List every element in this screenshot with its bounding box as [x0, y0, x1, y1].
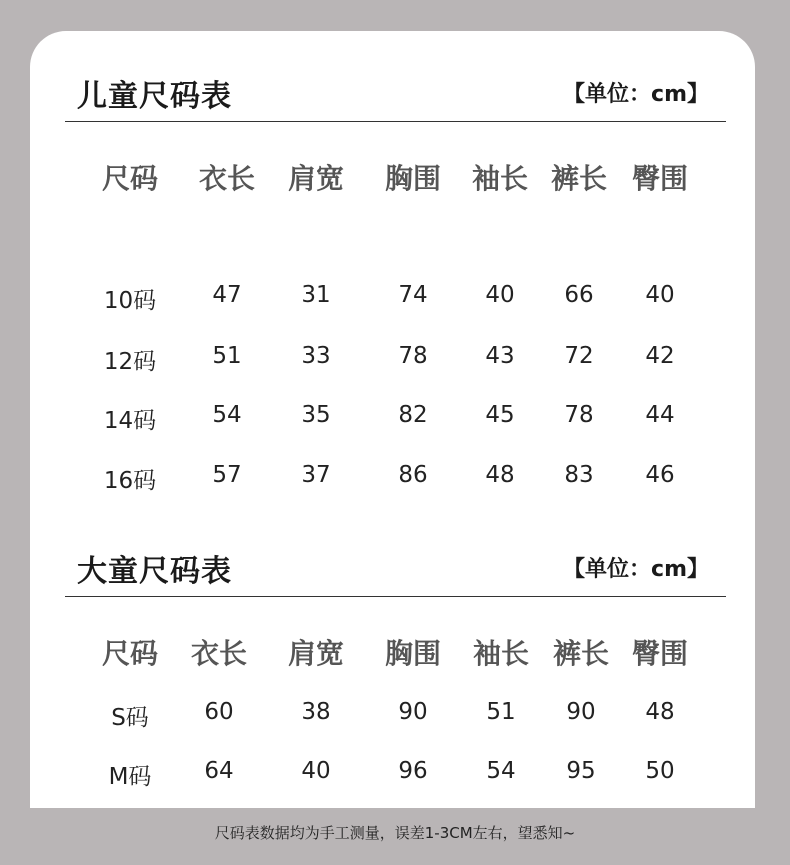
header-cell-hip: 臀围 [631, 637, 688, 670]
value-cell: 95 [566, 758, 596, 784]
value-cell: 66 [564, 282, 594, 308]
value-cell: 90 [398, 699, 428, 725]
value-cell: 48 [645, 699, 675, 725]
header-cell-hip: 臀围 [631, 162, 688, 195]
header-cell-sleeve: 袖长 [472, 637, 529, 670]
table-row [30, 699, 755, 739]
value-cell: 78 [564, 402, 594, 428]
table-row [30, 758, 755, 798]
value-cell: 33 [301, 343, 331, 369]
header-cell-size: 尺码 [101, 162, 158, 195]
kids-unit-label: 【单位：cm】 [563, 82, 709, 107]
value-cell: 60 [204, 699, 234, 725]
header-cell-shoulder: 肩宽 [287, 637, 344, 670]
header-cell-sleeve: 袖长 [471, 162, 528, 195]
value-cell: 72 [564, 343, 594, 369]
value-cell: 86 [398, 462, 428, 488]
size-chart-card [30, 31, 755, 808]
value-cell: 54 [212, 402, 242, 428]
size-cell: 12码 [103, 349, 157, 375]
big-kids-unit-label: 【单位：cm】 [563, 557, 709, 582]
value-cell: 40 [645, 282, 675, 308]
value-cell: 54 [486, 758, 516, 784]
value-cell: 78 [398, 343, 428, 369]
header-cell-shoulder: 肩宽 [287, 162, 344, 195]
kids-size-chart-title: 儿童尺码表 [77, 79, 232, 114]
big-kids-size-chart-title: 大童尺码表 [77, 554, 232, 589]
size-cell: M码 [108, 764, 152, 790]
kids-title-divider [65, 121, 726, 122]
value-cell: 50 [645, 758, 675, 784]
value-cell: 40 [485, 282, 515, 308]
header-cell-chest: 胸围 [384, 162, 441, 195]
size-cell: 14码 [103, 408, 157, 434]
value-cell: 45 [485, 402, 515, 428]
big-kids-title-divider [65, 596, 726, 597]
header-cell-pants-length: 裤长 [550, 162, 607, 195]
value-cell: 48 [485, 462, 515, 488]
header-cell-length: 衣长 [198, 162, 255, 195]
table-row [30, 462, 755, 502]
value-cell: 43 [485, 343, 515, 369]
header-cell-length: 衣长 [190, 637, 247, 670]
table-row [30, 343, 755, 383]
value-cell: 90 [566, 699, 596, 725]
size-cell: 10码 [103, 288, 157, 314]
value-cell: 96 [398, 758, 428, 784]
value-cell: 57 [212, 462, 242, 488]
big-kids-table-header-row [30, 632, 755, 672]
table-row [30, 402, 755, 442]
value-cell: 35 [301, 402, 331, 428]
kids-table-header-row [30, 157, 755, 197]
size-cell: S码 [111, 705, 149, 731]
value-cell: 37 [301, 462, 331, 488]
value-cell: 83 [564, 462, 594, 488]
value-cell: 42 [645, 343, 675, 369]
value-cell: 51 [212, 343, 242, 369]
measurement-note: 尺码表数据均为手工测量，误差1-3CM左右，望悉知~ [214, 824, 576, 842]
value-cell: 64 [204, 758, 234, 784]
value-cell: 40 [301, 758, 331, 784]
value-cell: 44 [645, 402, 675, 428]
value-cell: 51 [486, 699, 516, 725]
value-cell: 47 [212, 282, 242, 308]
table-row [30, 282, 755, 322]
size-cell: 16码 [103, 468, 157, 494]
value-cell: 31 [301, 282, 331, 308]
header-cell-size: 尺码 [101, 637, 158, 670]
header-cell-chest: 胸围 [384, 637, 441, 670]
header-cell-pants-length: 裤长 [552, 637, 609, 670]
value-cell: 38 [301, 699, 331, 725]
value-cell: 74 [398, 282, 428, 308]
value-cell: 46 [645, 462, 675, 488]
value-cell: 82 [398, 402, 428, 428]
